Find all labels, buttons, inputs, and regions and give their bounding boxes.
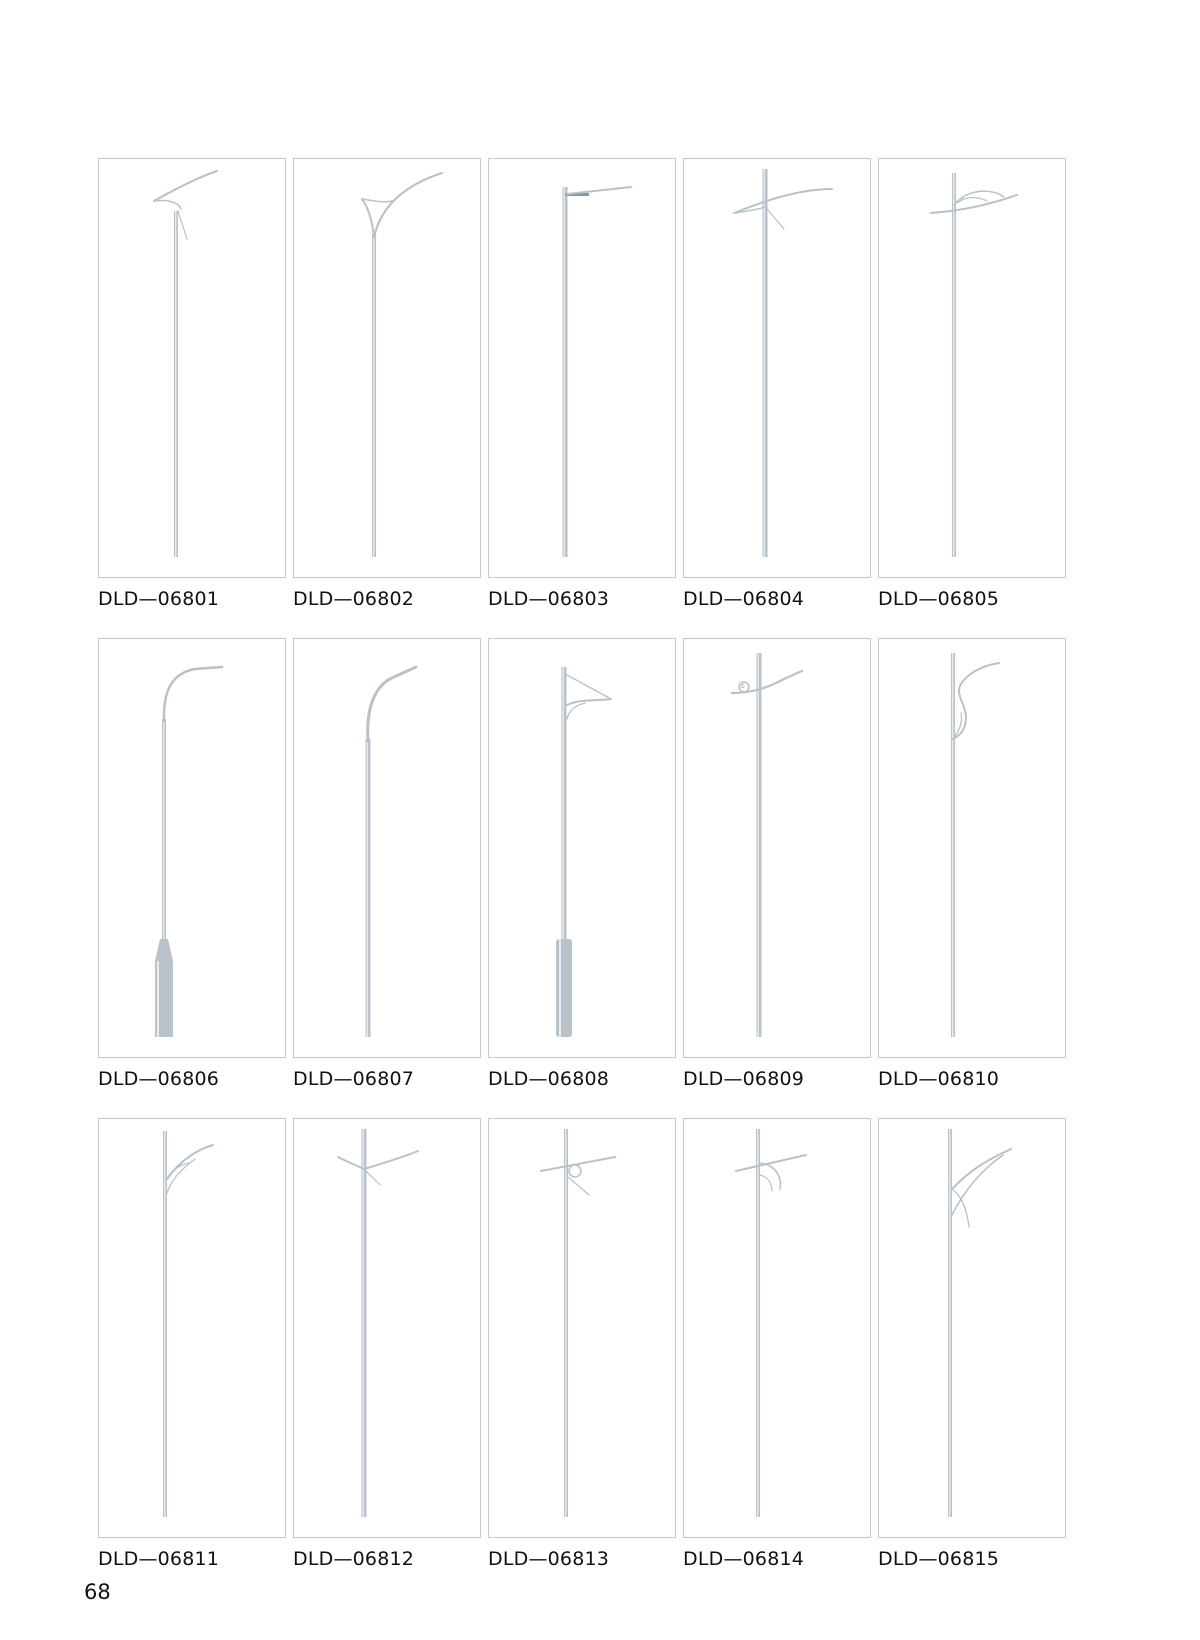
street-lamp-pole-illustration (99, 1119, 285, 1537)
product-model-label: DLD—06815 (878, 1548, 1000, 1570)
product-model-label: DLD—06808 (488, 1068, 610, 1090)
product-model-label: DLD—06806 (98, 1068, 220, 1090)
product-card (293, 638, 481, 1058)
product-card (98, 638, 286, 1058)
street-lamp-pole-illustration (684, 159, 870, 577)
product-card (98, 158, 286, 578)
street-lamp-pole-illustration (294, 1119, 480, 1537)
street-lamp-pole-illustration (99, 639, 285, 1057)
street-lamp-pole-illustration (489, 1119, 675, 1537)
product-model-label: DLD—06810 (878, 1068, 1000, 1090)
street-lamp-pole-illustration (879, 159, 1065, 577)
product-model-label: DLD—06803 (488, 588, 610, 610)
product-model-label: DLD—06809 (683, 1068, 805, 1090)
street-lamp-pole-illustration (99, 159, 285, 577)
product-model-label: DLD—06804 (683, 588, 805, 610)
product-card (488, 1118, 676, 1538)
product-card (878, 638, 1066, 1058)
product-card (683, 158, 871, 578)
product-card (488, 158, 676, 578)
product-card (878, 1118, 1066, 1538)
product-card (98, 1118, 286, 1538)
page-number: 68 (84, 1580, 111, 1604)
product-card (878, 158, 1066, 578)
street-lamp-pole-illustration (294, 159, 480, 577)
product-model-label: DLD—06801 (98, 588, 220, 610)
street-lamp-pole-illustration (684, 1119, 870, 1537)
product-card (488, 638, 676, 1058)
street-lamp-pole-illustration (879, 1119, 1065, 1537)
product-card (683, 1118, 871, 1538)
product-model-label: DLD—06812 (293, 1548, 415, 1570)
product-model-label: DLD—06811 (98, 1548, 220, 1570)
street-lamp-pole-illustration (684, 639, 870, 1057)
product-model-label: DLD—06802 (293, 588, 415, 610)
product-card (293, 1118, 481, 1538)
product-card (683, 638, 871, 1058)
product-model-label: DLD—06813 (488, 1548, 610, 1570)
street-lamp-pole-illustration (489, 639, 675, 1057)
product-model-label: DLD—06807 (293, 1068, 415, 1090)
street-lamp-pole-illustration (294, 639, 480, 1057)
product-model-label: DLD—06805 (878, 588, 1000, 610)
product-model-label: DLD—06814 (683, 1548, 805, 1570)
product-card (293, 158, 481, 578)
street-lamp-pole-illustration (879, 639, 1065, 1057)
street-lamp-pole-illustration (489, 159, 675, 577)
